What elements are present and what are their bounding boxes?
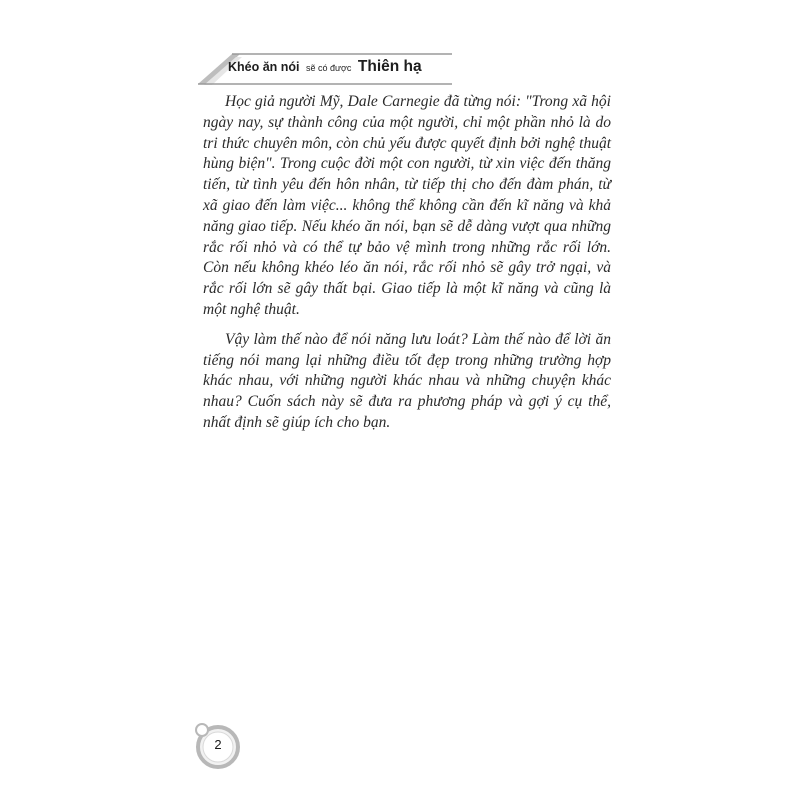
header-title [228,58,422,76]
body-text [203,92,611,434]
running-header [196,48,456,88]
header-title-main: Khéo ăn nói [228,60,300,74]
header-title-brand: Thiên hạ [357,58,422,75]
header-title-small: sẽ có được [305,63,352,73]
page-number-badge [192,720,244,772]
page-number: 2 [214,737,222,752]
paragraph-1: Học giả người Mỹ, Dale Carnegie đã từng nói: "Trong xã hội ngày nay, sự thành công của một người, chỉ một phần nhỏ là do tri thức chuyên môn, còn chủ yếu được quyết định bởi nghệ thuật hùng biện". Trong cuộc đời một con người, từ xin việc đến thăng tiến, từ tình yêu đến hôn nhân, từ tiếp thị cho đến đàm phán, từ xã giao đến làm việc... không thể không cần đến kĩ năng và khả năng giao tiếp. Nếu khéo ăn nói, bạn sẽ dễ dàng vượt qua những rắc rối nhỏ và có thể tự bảo vệ mình trong những rắc rối lớn. Còn nếu không khéo léo ăn nói, rắc rối nhỏ sẽ gây trở ngại, và rắc rối lớn sẽ gây thất bại. Giao tiếp là một kĩ năng và cũng là một nghệ thuật. [203,93,611,318]
paragraph-2: Vậy làm thế nào để nói năng lưu loát? Làm thế nào để lời ăn tiếng nói mang lại những điều tốt đẹp trong những trường hợp khác nhau, với những người khác nhau và những chuyện khác nhau? Cuốn sách này sẽ đưa ra phương pháp và gợi ý cụ thể, nhất định sẽ giúp ích cho bạn. [203,330,611,431]
